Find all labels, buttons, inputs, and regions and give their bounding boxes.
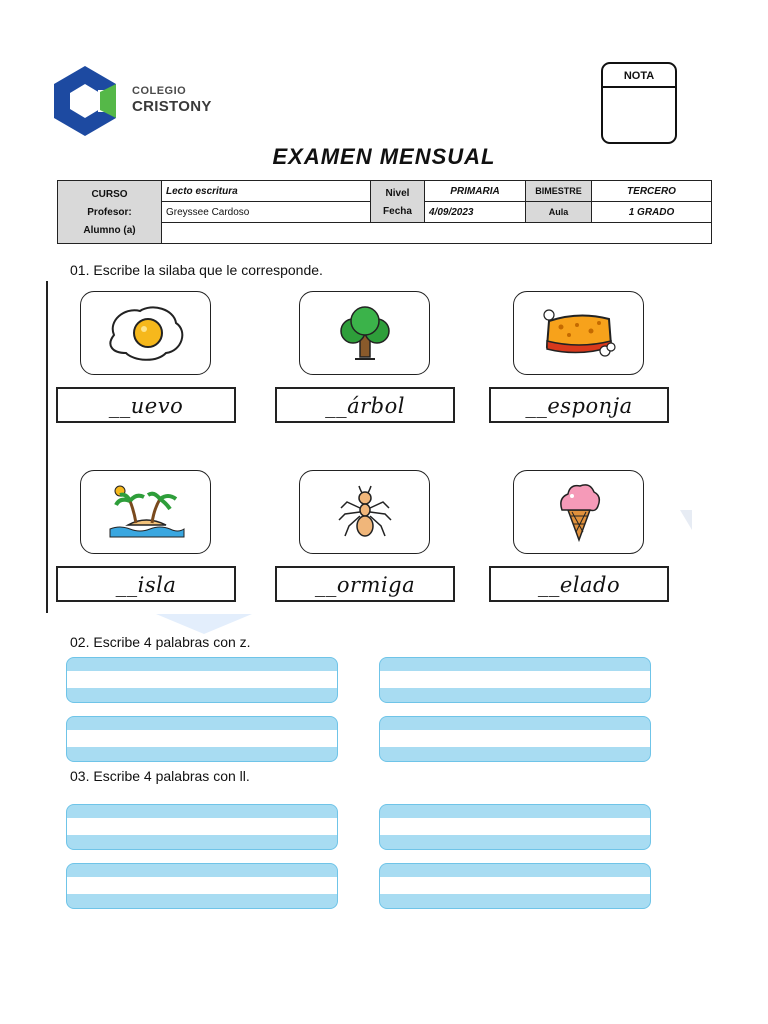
word-box[interactable]: __uevo: [56, 387, 236, 423]
writing-line-box[interactable]: [379, 804, 651, 850]
decorative-shape: [680, 510, 692, 530]
nivel-label: Nivel: [385, 187, 410, 199]
writing-line-box[interactable]: [379, 716, 651, 762]
word-box[interactable]: __esponja: [489, 387, 669, 423]
sponge-icon: [539, 303, 619, 363]
grade-box[interactable]: [601, 62, 677, 144]
word-box[interactable]: __elado: [489, 566, 669, 602]
fried-egg-icon: [104, 301, 188, 365]
alumno-value[interactable]: [162, 223, 712, 244]
school-name-big: CRISTONY: [132, 98, 212, 115]
aula-value[interactable]: 1 GRADO: [592, 202, 712, 223]
student-info-table: [57, 180, 712, 244]
aula-label: Aula: [526, 202, 592, 223]
picture-card-tree: [299, 291, 430, 375]
picture-card-ice-cream: [513, 470, 644, 554]
nivel-fecha-labels: [371, 181, 425, 223]
bimestre-value[interactable]: TERCERO: [592, 181, 712, 202]
picture-card-sponge: [513, 291, 644, 375]
fecha-value[interactable]: 4/09/2023: [425, 202, 526, 223]
profesor-value[interactable]: Greyssee Cardoso: [162, 202, 371, 223]
curso-label: CURSO: [91, 189, 128, 200]
writing-line-box[interactable]: [66, 804, 338, 850]
curso-value[interactable]: Lecto escritura: [162, 181, 371, 202]
writing-line-box[interactable]: [379, 657, 651, 703]
question-2: 02. Escribe 4 palabras con z.: [70, 634, 251, 650]
fecha-label: Fecha: [383, 205, 412, 217]
picture-card-island: [80, 470, 211, 554]
word-box[interactable]: __árbol: [275, 387, 455, 423]
grade-box-label: NOTA: [603, 64, 675, 88]
question-1: 01. Escribe la silaba que le corresponde.: [70, 262, 323, 278]
picture-card-egg: [80, 291, 211, 375]
word-box[interactable]: __isla: [56, 566, 236, 602]
question-3: 03. Escribe 4 palabras con ll.: [70, 768, 250, 784]
writing-line-box[interactable]: [66, 657, 338, 703]
exam-title: EXAMEN MENSUAL: [272, 144, 496, 169]
bimestre-label: BIMESTRE: [526, 181, 592, 202]
writing-line-box[interactable]: [66, 863, 338, 909]
ice-cream-icon: [554, 480, 604, 544]
word-box[interactable]: __ormiga: [275, 566, 455, 602]
writing-line-box[interactable]: [66, 716, 338, 762]
picture-card-ant: [299, 470, 430, 554]
school-name-small: COLEGIO: [132, 85, 187, 97]
decorative-shape: [156, 614, 252, 634]
alumno-label: Alumno (a): [83, 225, 136, 236]
island-icon: [106, 481, 186, 543]
info-labels-cell: [58, 181, 162, 244]
profesor-label: Profesor:: [87, 207, 132, 218]
ant-icon: [333, 480, 397, 544]
school-name: [132, 86, 212, 114]
school-logo-icon: [50, 64, 120, 138]
nivel-value[interactable]: PRIMARIA: [425, 181, 526, 202]
tree-icon: [335, 303, 395, 363]
writing-line-box[interactable]: [379, 863, 651, 909]
